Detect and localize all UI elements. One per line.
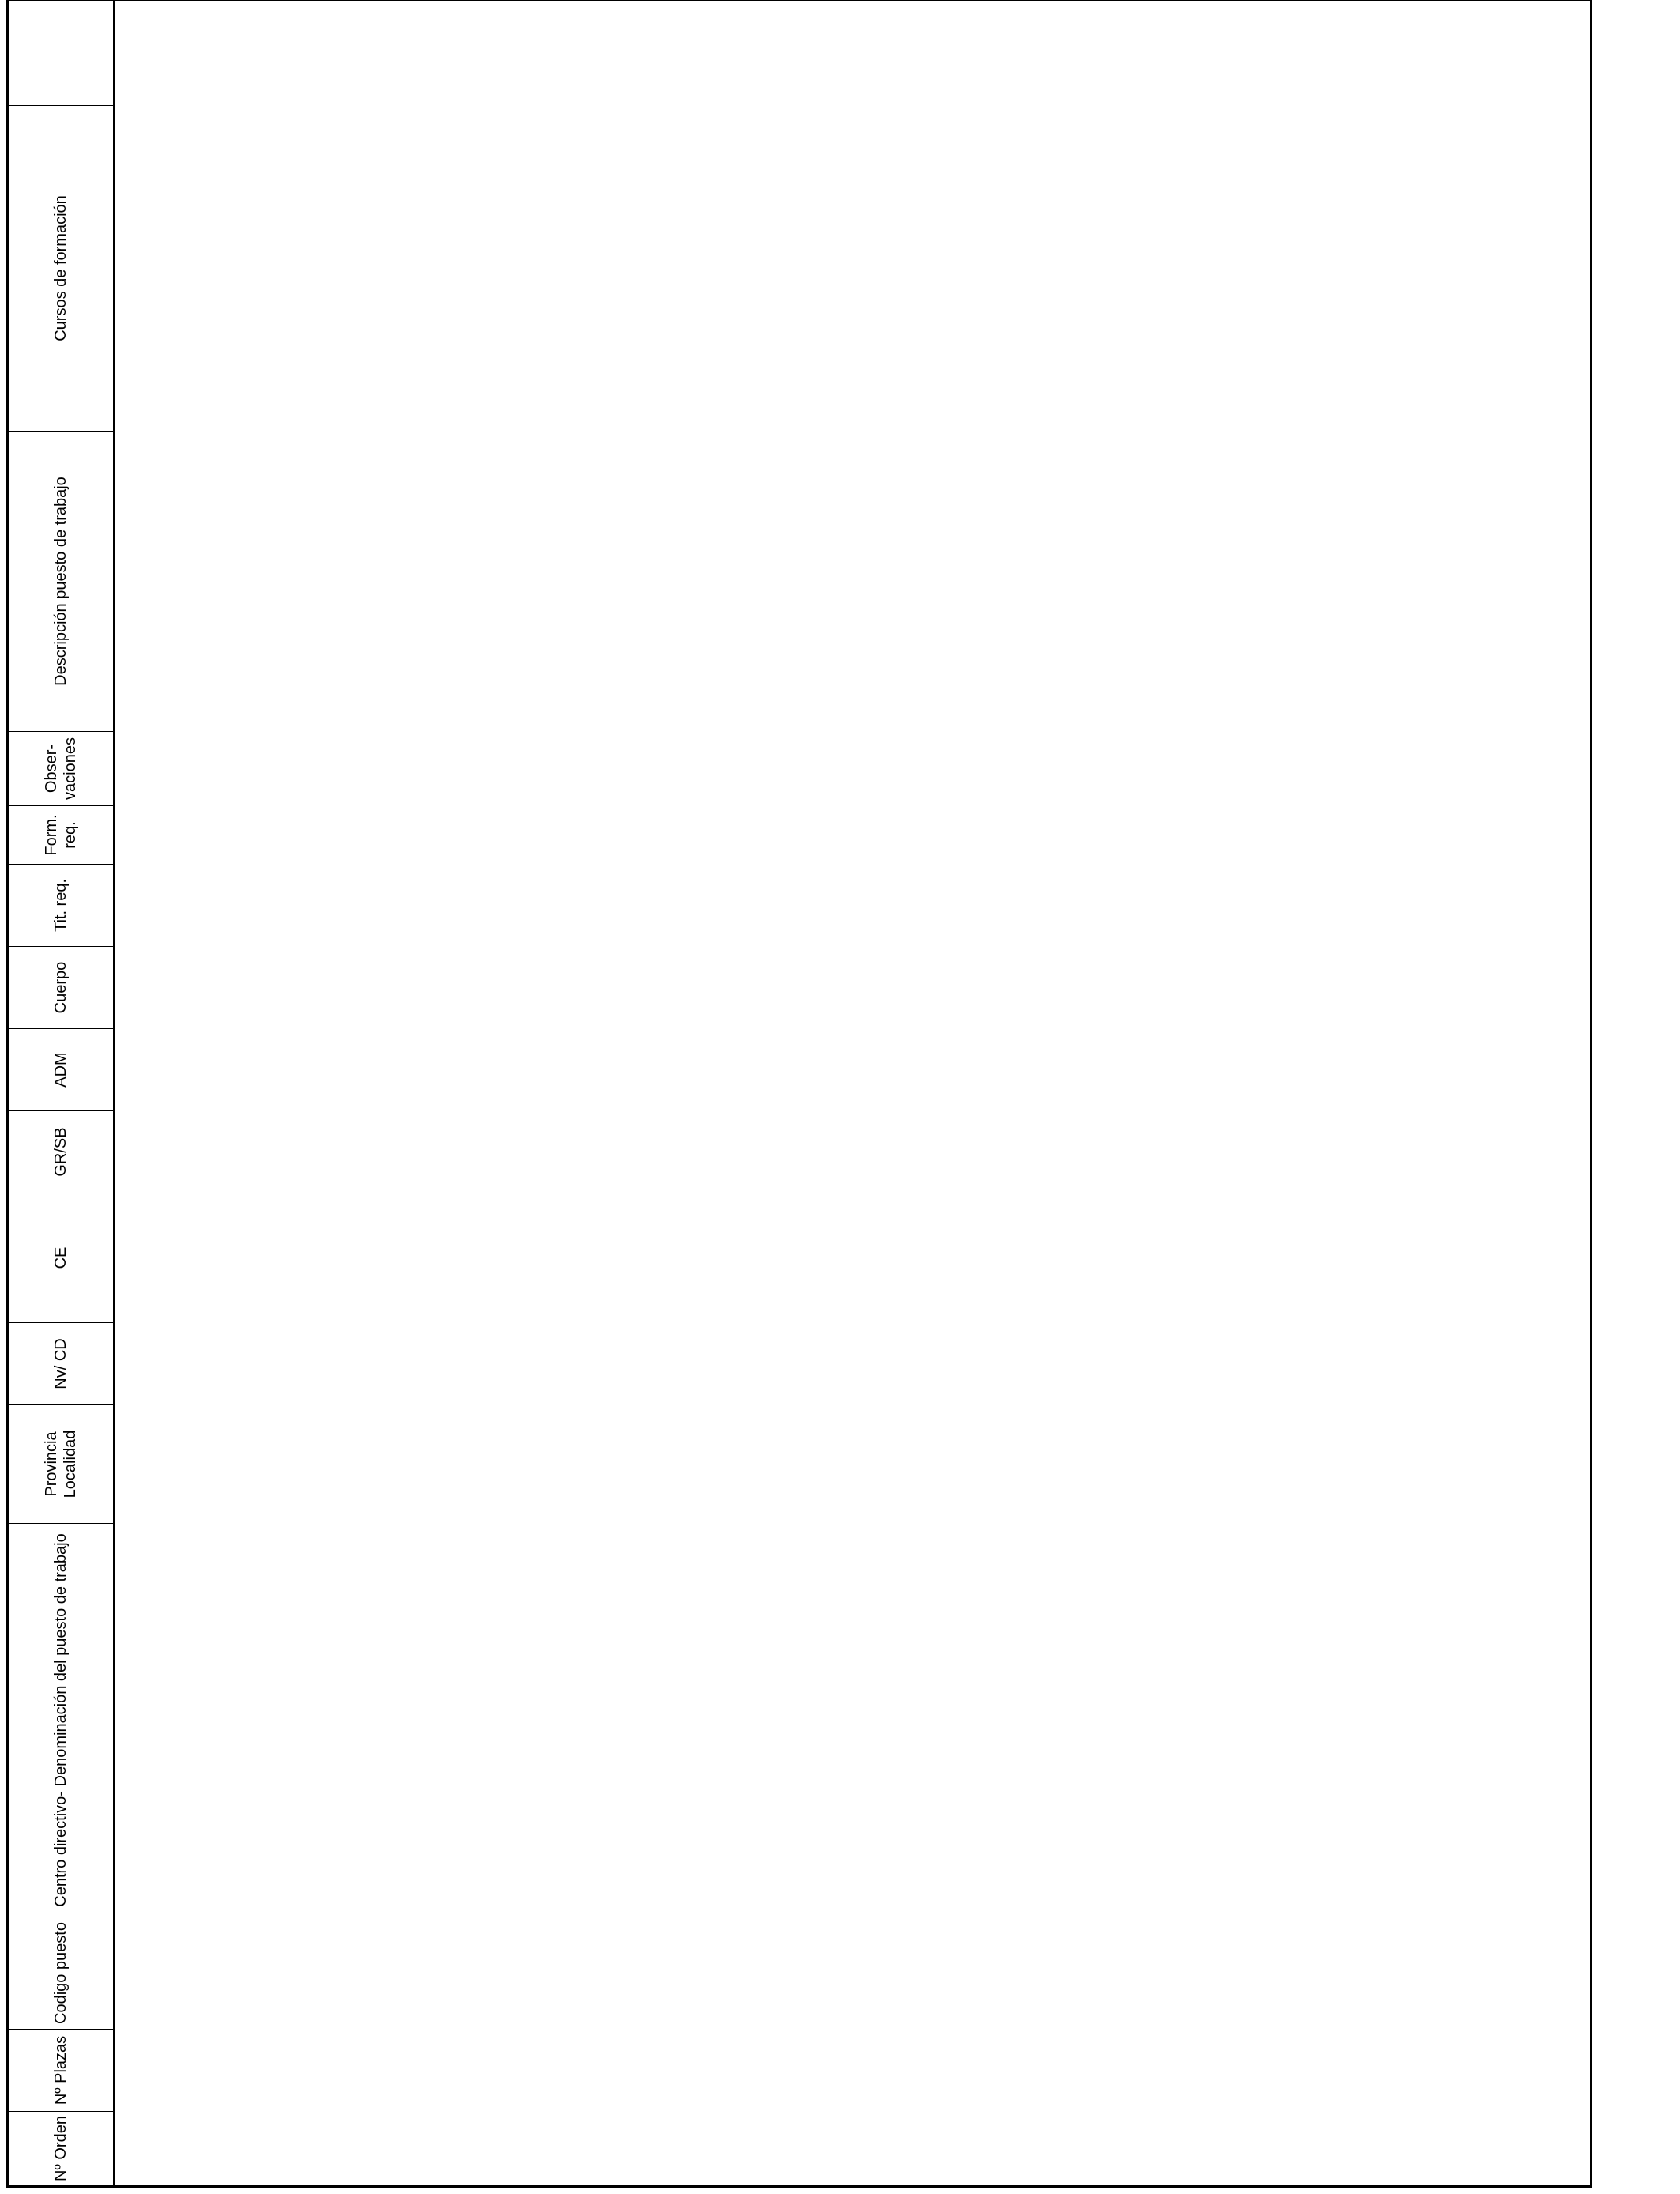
header-form: Form. req. (9, 805, 113, 864)
header-desc: Descripción puesto de trabajo (9, 431, 113, 731)
header-tit: Tit. req. (9, 864, 113, 946)
header-orden: Nº Orden (9, 2111, 113, 2185)
header-plazas: Nº Plazas (9, 2029, 113, 2111)
header-obs: Obser- vaciones (9, 731, 113, 805)
header-meritos (9, 0, 113, 105)
header-adm: ADM (9, 1028, 113, 1110)
table-header (9, 1, 115, 2185)
header-provincia: Provincia Localidad (9, 1404, 113, 1523)
header-cuerpo: Cuerpo (9, 946, 113, 1028)
header-centro: Centro directivo- Denominación del puesto de trabajo (9, 1523, 113, 1917)
header-ce: CE (9, 1193, 113, 1322)
header-cursos: Cursos de formación (9, 105, 113, 431)
header-nivel: Nv/ CD (9, 1322, 113, 1404)
job-positions-table (6, 0, 1592, 2188)
header-codigo: Codigo puesto (9, 1917, 113, 2029)
header-grupo: GR/SB (9, 1110, 113, 1193)
